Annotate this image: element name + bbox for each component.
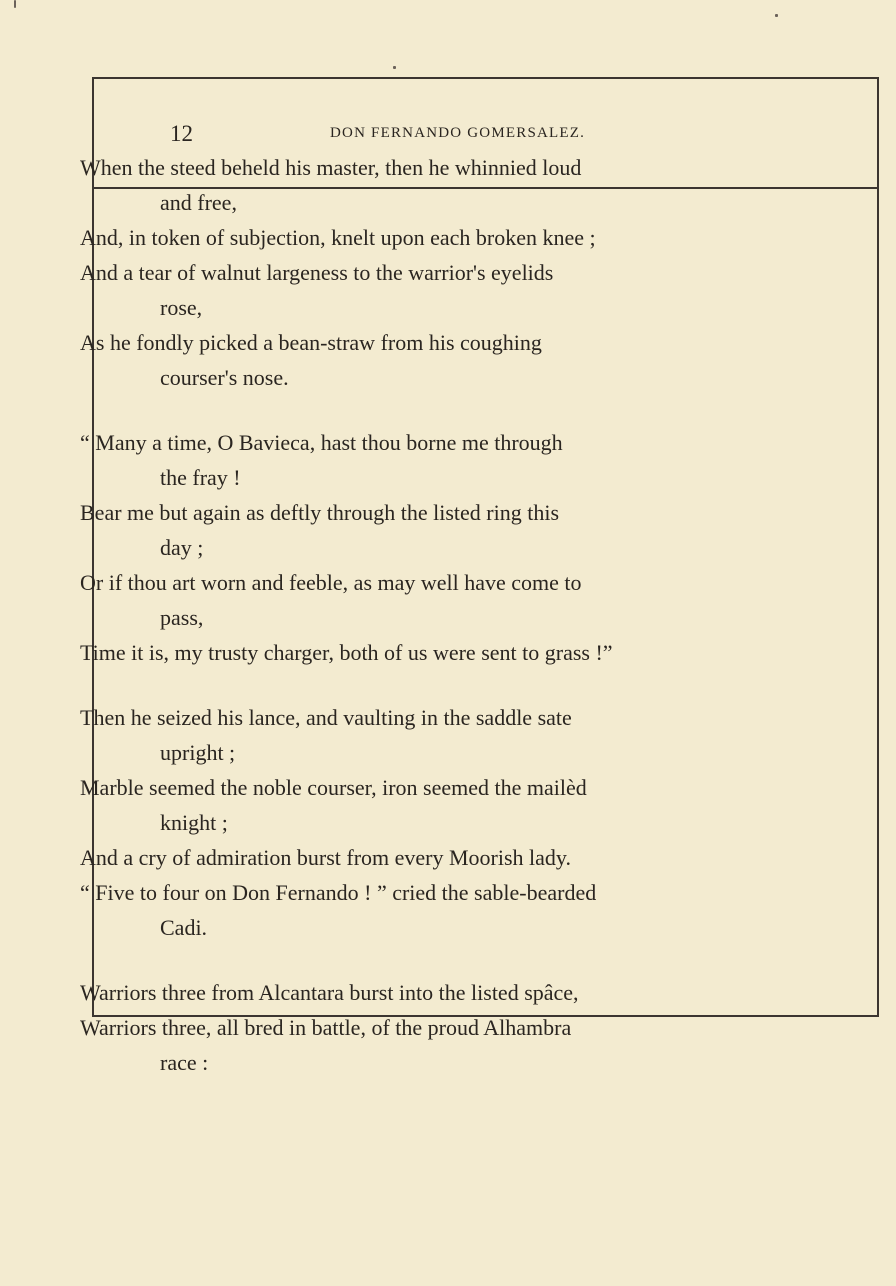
stanza xyxy=(80,425,706,670)
print-speck xyxy=(14,0,16,8)
verse-line-continuation: pass, xyxy=(160,605,204,630)
verse-line-continuation: day ; xyxy=(160,535,204,560)
verse-line-continuation: race : xyxy=(160,1050,209,1075)
verse-line-continuation: rose, xyxy=(160,295,203,320)
verse-line: Bear me but again as deftly through the listed ring this xyxy=(80,500,560,525)
verse-line-continuation: Cadi. xyxy=(160,915,208,940)
verse-line: “ Five to four on Don Fernando ! ” cried the sable-bearded xyxy=(80,880,597,905)
verse-line: And a cry of admiration burst from every Moorish lady. xyxy=(80,845,572,870)
stanza xyxy=(80,700,706,945)
stanza xyxy=(80,975,706,1080)
verse-line: Time it is, my trusty charger, both of us were sent to grass !” xyxy=(80,640,613,665)
verse-line-continuation: and free, xyxy=(160,190,237,215)
verse-line: Warriors three, all bred in battle, of the proud Alhambra xyxy=(80,1015,572,1040)
poem-body xyxy=(80,150,706,1110)
verse-line: When the steed beheld his master, then he whinnied loud xyxy=(80,155,582,180)
verse-line: Then he seized his lance, and vaulting in the saddle sate xyxy=(80,705,572,730)
verse-line-continuation: courser's nose. xyxy=(160,365,289,390)
verse-line: Marble seemed the noble courser, iron seemed the mailèd xyxy=(80,775,587,800)
verse-line: And a tear of walnut largeness to the warrior's eyelids xyxy=(80,260,554,285)
verse-line: Warriors three from Alcantara burst into the listed spâce, xyxy=(80,980,579,1005)
verse-line-continuation: the fray ! xyxy=(160,465,241,490)
verse-line: Or if thou art worn and feeble, as may well have come to xyxy=(80,570,582,595)
verse-line-continuation: upright ; xyxy=(160,740,236,765)
verse-line: “ Many a time, O Bavieca, hast thou borne me through xyxy=(80,430,563,455)
running-head: DON FERNANDO GOMERSALEZ. xyxy=(330,125,586,141)
page-number: 12 xyxy=(170,121,193,146)
verse-line: As he fondly picked a bean-straw from his coughing xyxy=(80,330,542,355)
verse-line-continuation: knight ; xyxy=(160,810,228,835)
print-speck xyxy=(775,14,778,17)
stanza xyxy=(80,150,706,395)
print-speck xyxy=(393,66,396,69)
verse-line: And, in token of subjection, knelt upon each broken knee ; xyxy=(80,225,596,250)
